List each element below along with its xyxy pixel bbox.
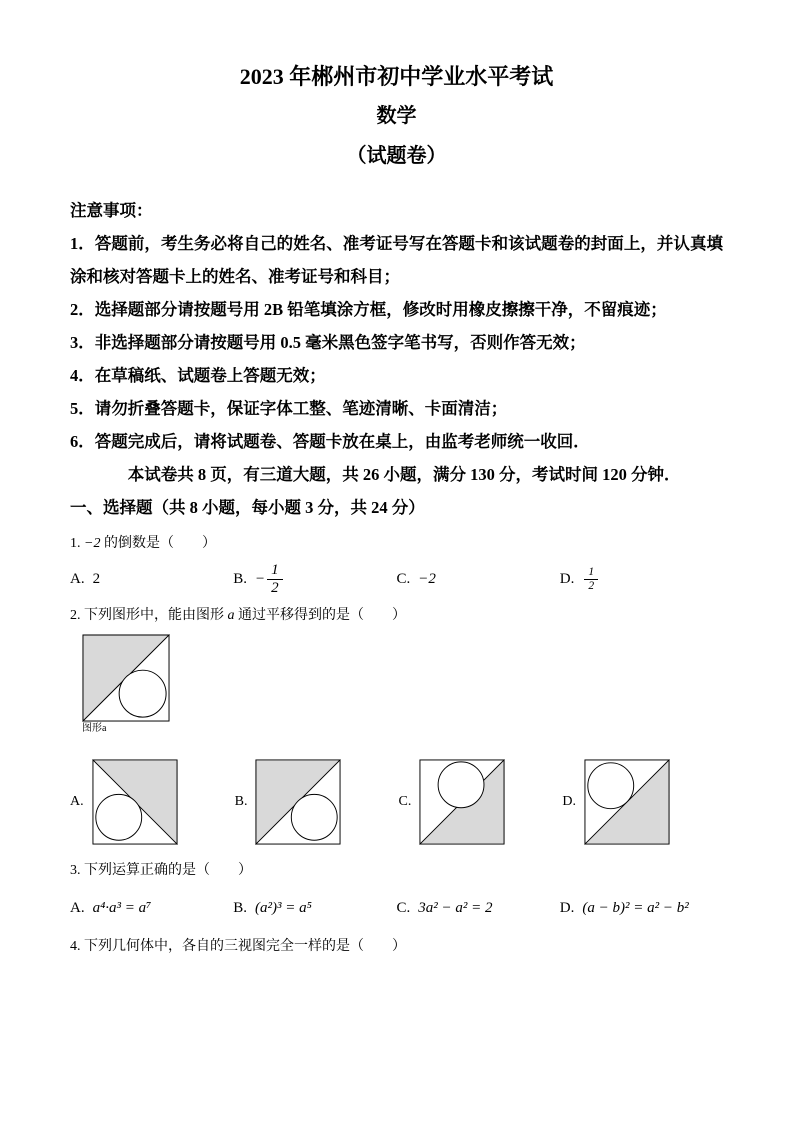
fraction-numerator: 1 <box>584 566 598 580</box>
question-2 <box>70 606 723 626</box>
exam-title: 2023 年郴州市初中学业水平考试 <box>239 64 554 89</box>
question-1-math: −2 <box>84 536 101 552</box>
question-3-option-d <box>560 900 723 917</box>
exam-paper-type: （试题卷） <box>346 145 447 168</box>
option-label: C. <box>398 794 412 810</box>
notice-item-5: 5．请勿折叠答题卡，保证字体工整、笔迹清晰、卡面清洁； <box>70 399 508 419</box>
question-1-option-a <box>70 571 233 588</box>
question-2-variable: a <box>227 608 235 624</box>
figure-a <box>82 634 172 735</box>
option-math: (a²)³ = a⁵ <box>255 899 312 916</box>
option-label: B. <box>233 899 248 916</box>
notice-section <box>70 194 723 491</box>
notice-heading: 注意事项： <box>70 201 153 221</box>
figure-a-label: 图形a <box>82 723 107 735</box>
inscribed-circle <box>438 762 484 808</box>
notice-item-6: 6．答题完成后，请将试题卷、答题卡放在桌上，由监考老师统一收回． <box>70 432 590 452</box>
inscribed-circle <box>95 795 141 841</box>
question-3-option-a <box>70 900 233 917</box>
fraction <box>584 566 598 592</box>
option-math: a⁴·a³ = a⁷ <box>92 899 152 916</box>
notice-item-3: 3．非选择题部分请按题号用 0.5 毫米黑色签字笔书写，否则作答无效； <box>70 333 586 353</box>
paper-summary: 本试卷共 8 页，有三道大题，共 26 小题，满分 130 分，考试时间 120 分钟． <box>127 465 681 485</box>
option-label: A. <box>70 899 85 916</box>
question-2-option-c <box>399 759 506 845</box>
question-3-option-b <box>233 900 396 917</box>
option-c-figure <box>419 759 505 845</box>
figure-a-image <box>82 634 170 722</box>
fraction-denominator: 2 <box>271 579 279 596</box>
inscribed-circle <box>119 671 166 718</box>
question-1-options <box>70 562 723 596</box>
option-label: C. <box>396 570 411 587</box>
fraction <box>267 562 283 596</box>
question-2-text-before: 下列图形中，能由图形 <box>84 608 228 624</box>
minus-sign: − <box>255 570 266 587</box>
question-3-number: 3. <box>70 863 84 879</box>
question-2-text-after: 通过平移得到的是（ ） <box>234 608 406 624</box>
question-2-option-a <box>70 759 178 845</box>
question-3-option-c <box>397 900 560 917</box>
option-label: B. <box>233 570 248 587</box>
question-3 <box>70 861 723 881</box>
option-b-figure <box>255 759 341 845</box>
question-1-option-b <box>233 562 396 596</box>
option-math: 3a² − a² = 2 <box>418 899 493 916</box>
question-4 <box>70 937 723 957</box>
option-value: −2 <box>418 570 436 587</box>
question-4-text: 下列几何体中，各自的三视图完全一样的是（ ） <box>84 939 406 955</box>
section-1-heading: 一、选择题（共 8 小题，每小题 3 分，共 24 分） <box>70 498 425 518</box>
option-label: A. <box>70 794 84 810</box>
fraction-denominator: 2 <box>588 579 595 592</box>
question-1 <box>70 534 723 554</box>
notice-item-2: 2．选择题部分请按题号用 2B 铅笔填涂方框，修改时用橡皮擦擦干净，不留痕迹； <box>70 300 667 320</box>
option-label: D. <box>562 794 576 810</box>
question-2-number: 2. <box>70 608 84 624</box>
notice-item-4: 4．在草稿纸、试题卷上答题无效； <box>70 366 326 386</box>
notice-item-1: 1．答题前，考生务必将自己的姓名、准考证号写在答题卡和该试题卷的封面上，并认真填涂和核对答题卡上的姓名、准考证号和科目； <box>70 234 723 287</box>
fraction-numerator: 1 <box>267 562 283 580</box>
option-math: (a − b)² = a² − b² <box>582 899 689 916</box>
question-3-options <box>70 891 723 925</box>
question-2-option-d <box>562 759 670 845</box>
option-label: D. <box>559 899 575 916</box>
question-1-option-d <box>560 566 723 592</box>
option-a-figure <box>92 759 178 845</box>
question-1-text: 的倒数是（ ） <box>100 536 216 552</box>
question-1-number: 1. <box>70 536 84 552</box>
exam-subject: 数学 <box>376 105 417 128</box>
question-4-number: 4. <box>70 939 84 955</box>
option-label: D. <box>559 570 575 587</box>
question-1-option-c <box>397 571 560 588</box>
option-label: A. <box>70 570 85 587</box>
option-value: 2 <box>92 570 101 587</box>
option-label: C. <box>396 899 411 916</box>
inscribed-circle <box>292 795 338 841</box>
option-d-figure <box>584 759 670 845</box>
question-2-option-b <box>235 759 342 845</box>
question-2-options <box>70 759 670 845</box>
inscribed-circle <box>588 763 634 809</box>
question-3-text: 下列运算正确的是（ ） <box>84 863 252 879</box>
option-label: B. <box>234 794 248 810</box>
